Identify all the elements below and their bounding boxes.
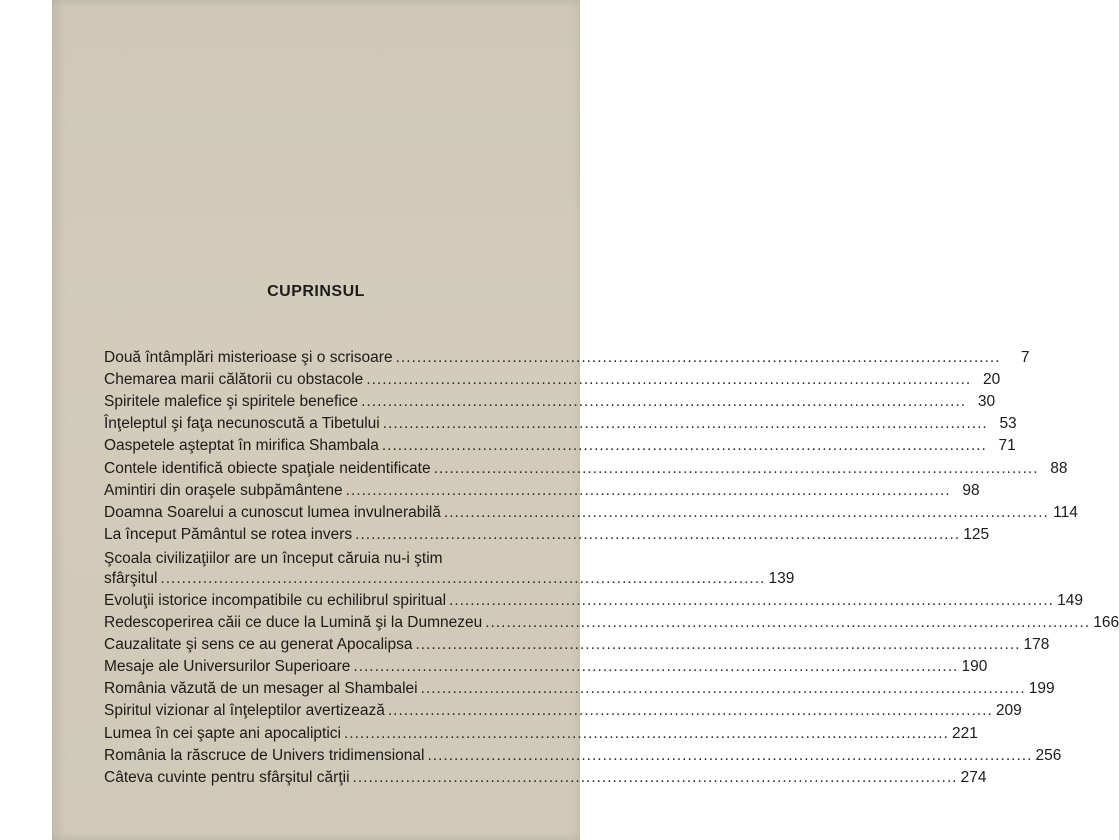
toc-entry xyxy=(104,589,1083,611)
toc-entry-title: Înţeleptul şi faţa necunoscută a Tibetului xyxy=(104,415,380,433)
dot-leader: .................................................................................................................. xyxy=(387,702,993,720)
toc-entry-page: 53 xyxy=(999,415,1017,433)
toc-entry-title: Contele identifică obiecte spaţiale neidentificate xyxy=(104,459,431,477)
toc-entry xyxy=(104,390,996,412)
toc-entry-title: sfârşitul xyxy=(104,569,158,587)
toc-entry-title: România văzută de un mesager al Shambalei xyxy=(104,680,418,698)
toc-entry-page: 274 xyxy=(960,768,987,786)
toc-entry xyxy=(104,699,1022,721)
dot-leader: .................................................................................................................. xyxy=(345,481,951,499)
toc-entry xyxy=(104,677,1055,699)
toc-entry xyxy=(104,501,1078,523)
toc-entry xyxy=(104,611,1119,633)
toc-entry-page: 199 xyxy=(1028,680,1055,698)
toc-entry-page: 30 xyxy=(977,393,996,411)
dot-leader: .................................................................................................................. xyxy=(433,459,1039,477)
dot-leader: .................................................................................................................. xyxy=(443,503,1049,521)
dot-leader: .................................................................................................................. xyxy=(415,636,1021,654)
dot-leader: .................................................................................................................. xyxy=(355,525,961,543)
dot-leader: .................................................................................................................. xyxy=(160,569,766,587)
dot-leader: .................................................................................................................. xyxy=(352,768,958,786)
dot-leader: .................................................................................................................. xyxy=(420,680,1026,698)
toc-entry xyxy=(104,523,990,545)
toc-entry-page: 139 xyxy=(768,569,795,587)
dot-leader: .................................................................................................................. xyxy=(395,349,1001,367)
toc-entry xyxy=(104,766,987,788)
toc-entry xyxy=(104,434,1016,456)
dot-leader: .................................................................................................................. xyxy=(361,393,967,411)
dot-leader: .................................................................................................................. xyxy=(366,371,972,389)
toc-entry-page: 149 xyxy=(1057,591,1083,609)
toc-entry xyxy=(104,655,988,677)
toc-entry-title: Amintiri din oraşele subpământene xyxy=(104,481,343,499)
toc-entry-page: 20 xyxy=(983,371,1001,389)
toc-entry-title: Redescoperirea căii ce duce la Lumină şi la Dumnezeu xyxy=(104,614,483,632)
toc-entry-title: Doamna Soarelui a cunoscut lumea invulnerabilă xyxy=(104,503,441,521)
toc-entry-title: România la răscruce de Univers tridimensional xyxy=(104,746,425,764)
toc-entry-title-line1: Şcoala civilizaţiilor are un început căruia nu-i ştim xyxy=(104,549,443,567)
toc-entry-title: Câteva cuvinte pentru sfârşitul cărţii xyxy=(104,768,350,786)
toc-entry-page: 125 xyxy=(963,525,990,543)
toc-entry-page: 256 xyxy=(1035,746,1062,764)
toc-entry-title: Cauzalitate şi sens ce au generat Apocalipsa xyxy=(104,636,413,654)
toc-entry-title: Două întâmplări misterioase şi o scrisoare xyxy=(104,349,393,367)
toc-entry xyxy=(104,456,1068,478)
toc-entry xyxy=(104,545,795,589)
toc-entry xyxy=(104,412,1017,434)
dot-leader: .................................................................................................................. xyxy=(353,658,959,676)
toc-entry-page: 178 xyxy=(1023,636,1050,654)
toc-entry xyxy=(104,633,1050,655)
toc-entry-row xyxy=(104,569,795,589)
toc-entry-title: Oaspetele aşteptat în mirifica Shambala xyxy=(104,437,379,455)
toc-entry-page: 190 xyxy=(961,658,988,676)
toc-entry xyxy=(104,721,978,743)
table-of-contents xyxy=(104,346,1119,788)
toc-entry-page: 7 xyxy=(1020,349,1030,367)
toc-entry-page: 114 xyxy=(1053,503,1078,521)
toc-entry-title: Mesaje ale Universurilor Superioare xyxy=(104,658,351,676)
toc-entry xyxy=(104,346,1030,368)
toc-entry-title: Evoluţii istorice incompatibile cu echilibrul spiritual xyxy=(104,591,447,609)
toc-entry-page: 221 xyxy=(952,724,978,742)
toc-entry-page: 166 xyxy=(1093,614,1119,632)
toc-entry-title: Chemarea marii călătorii cu obstacole xyxy=(104,371,364,389)
dot-leader: .................................................................................................................. xyxy=(427,746,1033,764)
toc-entry-title: Spiritele malefice şi spiritele benefice xyxy=(104,393,359,411)
toc-entry-title: Spiritul vizionar al înţeleptilor avertizează xyxy=(104,702,385,720)
toc-entry-page: 71 xyxy=(998,437,1016,455)
dot-leader: .................................................................................................................. xyxy=(485,614,1091,632)
page-title: CUPRINSUL xyxy=(267,283,365,300)
dot-leader: .................................................................................................................. xyxy=(343,724,949,742)
toc-entry xyxy=(104,744,1062,766)
toc-entry xyxy=(104,479,980,501)
toc-entry-title: La început Pământul se rotea invers xyxy=(104,525,353,543)
toc-entry xyxy=(104,368,1001,390)
toc-entry-page: 88 xyxy=(1050,459,1068,477)
dot-leader: .................................................................................................................. xyxy=(449,591,1054,609)
dot-leader: .................................................................................................................. xyxy=(381,437,987,455)
toc-entry-title: Lumea în cei şapte ani apocaliptici xyxy=(104,724,341,742)
toc-entry-page: 209 xyxy=(995,702,1022,720)
toc-entry-page: 98 xyxy=(962,481,980,499)
dot-leader: .................................................................................................................. xyxy=(382,415,988,433)
